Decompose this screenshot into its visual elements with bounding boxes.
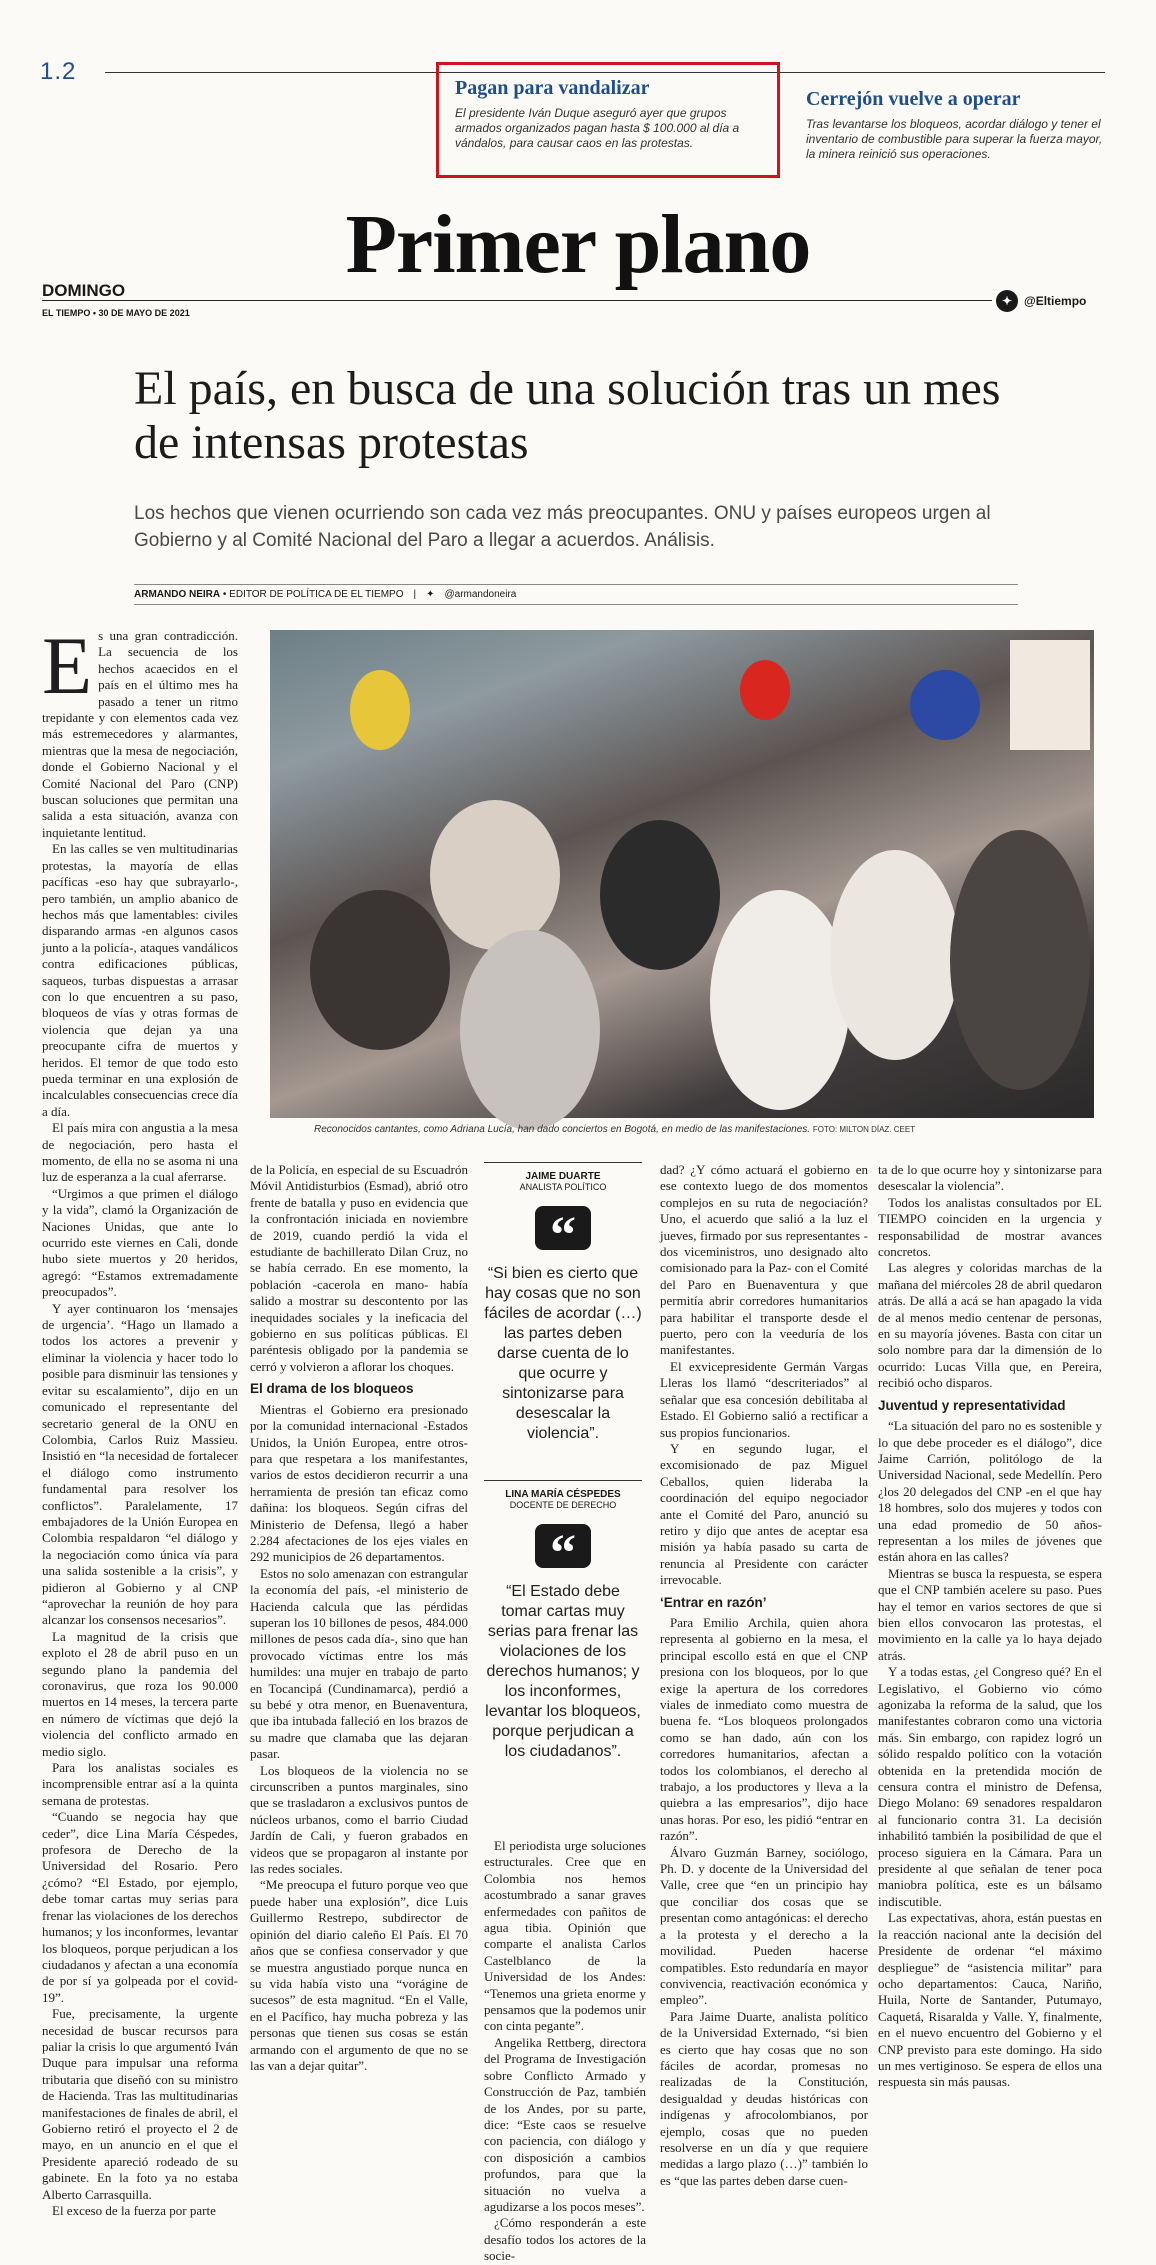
article-column-3 — [484, 1838, 646, 2264]
pull-quote-rule — [484, 1480, 642, 1481]
page-number: 1.2 — [40, 58, 77, 85]
teaser-vandalizar[interactable] — [436, 62, 780, 178]
twitter-link[interactable] — [996, 290, 1086, 312]
paragraph: El país mira con angustia a la mesa de negociación, pero hasta el momento, de ella no se asoma ni una luz de esperanza a la cual aferrarse. — [42, 1120, 238, 1185]
article-column-2 — [250, 1162, 468, 2220]
article-column-5 — [878, 1162, 1102, 2220]
paragraph: El periodista urge soluciones estructurales. Cree que en Colombia nos hemos acostumbrado a sanar graves enfermedades con pañitos de agua tibia. Opinión que comparte el analista Carlos Castelblanco de la Universidad de los Andes: “Tenemos una grieta enorme y pensamos que la podemos unir con cinta pegante”. — [484, 1838, 646, 2034]
dateline: EL TIEMPO • 30 DE MAYO DE 2021 — [42, 308, 190, 318]
paragraph: Las expectativas, ahora, están puestas en la reacción nacional ante la decisión del Presidente de ordenar “el máximo despliegue” de “asistencia militar” para ocho departamentos: Cauca, Nariño, Huila, Norte de Santander, Putumayo, Caquetá, Risaralda y Valle. Y, finalmente, en el nuevo encuentro del Gobierno y el CNP previsto para este domingo. Ha sido un mes vertiginoso. Se espera de ellos una respuesta sin más pausas. — [878, 1910, 1102, 2090]
teaser-title: Pagan para vandalizar — [455, 77, 650, 99]
paragraph: “Me preocupa el futuro porque veo que puede haber una explosión”, dice Luis Guillermo Restrepo, subdirector de opinión del diario caleño El País. El 70 años que se confiesa conservador y que se muestra angustiado porque nunca en su vida había visto una “vorágine de sucesos” de esta magnitud. “En el Valle, en el Pacífico, hay mucha pobreza y las personas que tienen sus cosas se están armando con el argumento de que no se las van a dejar quitar”. — [250, 1877, 468, 2073]
article-column-1 — [42, 620, 238, 2220]
paragraph: s una gran contradicción. La secuencia de los hechos acaecidos en el país en el último mes ha pasado a tener un ritmo trepidante y con elementos cada vez más estremecedores y alarmantes, mientras que la mesa de negociación, donde el Gobierno Nacional y el Comité Nacional del Paro (CNP) buscan soluciones que permitan una salida a esta situación, avanza con inquietante lentitud. — [42, 628, 238, 840]
paragraph: Angelika Rettberg, directora del Programa de Investigación sobre Conflicto Armado y Construcción de Paz, también de los Andes, por su parte, dice: “Este caos se resuelve con paciencia, con diálogo y con disposición a cambios profundos, para que la situación no vuelva a agudizarse a los pocos meses”. — [484, 2034, 646, 2214]
twitter-small-icon: ✦ — [426, 589, 435, 600]
twitter-icon: ✦ — [996, 290, 1018, 312]
pull-quote-text: “El Estado debe tomar cartas muy serias para frenar las violaciones de los derechos humanos; y los inconformes, levantar los bloqueos, porque perjudican a los ciudadanos”. — [485, 1583, 641, 1760]
teaser-title: Cerrejón vuelve a operar — [806, 88, 1021, 110]
paragraph: La magnitud de la crisis que exploto el 28 de abril puso en un segundo plano la pandemia del coronavirus, que roza los 90.000 muertos en 14 meses, la tercera parte en número de víctimas que dejó la violencia del conflicto armado en medio siglo. — [42, 1628, 238, 1759]
pull-quote-name: LINA MARÍA CÉSPEDES — [505, 1489, 621, 1500]
headline: El país, en busca de una solución tras un mes de intensas protestas — [134, 362, 1001, 469]
paragraph: El exvicepresidente Germán Vargas Lleras los llamó “descriteriados” al señalar que esa concesión debilitaba al Estado. El Gobierno salió a rectificar a sus propios funcionarios. — [660, 1358, 868, 1440]
protest-photo — [270, 630, 1094, 1118]
paragraph: Y a todas estas, ¿el Congreso qué? En el Legislativo, el Gobierno vio cómo agonizaba la reforma de la salud, que los manifestantes cobraron como una victoria más. Sin embargo, con rapidez logró un sólido respaldo político con la votación obtenida en la pretendida moción de censura contra el ministro de Defensa, Diego Molano: 69 senadores respaldaron al funcionario contra 31. La decisión inhabilitó también la posibilidad de que el proceso siguiera en la Cámara. Para un presidente al que señalan de tener poca maniobra política, este es un bálsamo indiscutible. — [878, 1664, 1102, 1909]
photo-caption — [314, 1124, 1094, 1135]
byline-role: • EDITOR DE POLÍTICA DE EL TIEMPO — [222, 589, 404, 600]
paragraph: ta de lo que ocurre hoy y sintonizarse para desescalar la violencia”. — [878, 1162, 1102, 1194]
paragraph: El exceso de la fuerza por parte — [52, 2203, 216, 2218]
paragraph: Álvaro Guzmán Barney, sociólogo, Ph. D. y docente de la Universidad del Valle, cree que “en un principio hay que conciliar dos cosas que se presentan como antagónicas: el derecho a la protesta y el derecho a la movilidad. Pueden hacerse compatibles. Esto redundaría en mayor convivencia, reactivación económica y empleo”. — [660, 1844, 868, 2008]
paragraph: Mientras se busca la respuesta, se espera que el CNP también acelere su paso. Pues hay el temor en varios sectores de que si bien ellos convocaron las protestas, el movimiento en la calle ya lo haya dejado atrás. — [878, 1565, 1102, 1663]
teaser-text: El presidente Iván Duque aseguró ayer que grupos armados organizados pagan hasta $ 100.000 al día a vándalos, para causar caos en las protestas. — [455, 106, 740, 150]
subhead: Los hechos que vienen ocurriendo son cada vez más preocupantes. ONU y países europeos urgen al Gobierno y al Comité Nacional del Paro a llegar a acuerdos. Análisis. — [134, 503, 991, 551]
paragraph: Las alegres y coloridas marchas de la mañana del miércoles 28 de abril quedaron atrás. De allá a acá se han apagado la vida de al menos medio centenar de personas, en su mayoría jóvenes. Basta con citar un solo nombre para dar la dimensión de lo ocurrido: Lucas Villa que, en Pereira, recibió ocho disparos. — [878, 1260, 1102, 1391]
pull-quote-name: JAIME DUARTE — [525, 1171, 601, 1182]
subheading: Juventud y representatividad — [878, 1397, 1066, 1413]
paragraph: Todos los analistas consultados por EL TIEMPO coinciden en la urgencia y responsabilidad de mostrar avances concretos. — [878, 1194, 1102, 1260]
section-title: Primer plano — [345, 198, 811, 291]
teaser-cerrejon[interactable] — [806, 88, 1106, 162]
paragraph: “Cuando se negocia hay que ceder”, dice Lina María Céspedes, profesora de Derecho de la Universidad del Rosario. Pero ¿cómo? “El Estado, por ejemplo, debe tomar cartas muy serias para frenar las violaciones de los derechos humanos; y los inconformes, levantar los bloqueos, porque perjudican a los ciudadanos y afectan a una economía de por sí ya golpeada por el covid-19”. — [42, 1809, 238, 2005]
pull-quote-role: ANALISTA POLÍTICO — [519, 1182, 607, 1192]
paragraph: “La situación del paro no es sostenible y lo que debe proceder es el diálogo”, dice Jaime Carrión, politólogo de la Universidad Nacional, sede Medellín. Pero ¿los 20 delegados del CNP -en el que hay 18 hombres, solo dos mujeres y todos con una edad promedio de 50 años- representan a los miles de jóvenes que están ahora en las calles? — [878, 1418, 1102, 1565]
header-rule — [42, 300, 992, 301]
paragraph: Para Jaime Duarte, analista político de la Universidad Externado, “si bien es cierto que hay cosas que no son fáciles de acordar, promesas no realizadas de la Constitución, desigualdad y deudas históricas con indígenas y afrocolombianos, por ejemplo, cosas que no pueden resolverse en un día y que requiere medidas a largo plazo (…)” también lo es “que las partes deben darse cuen- — [660, 2008, 868, 2188]
paragraph: Fue, precisamente, la urgente necesidad de buscar recursos para paliar la crisis lo que argumentó Iván Duque para impulsar una reforma tributaria que diseñó con su ministro de Hacienda. Tras las multitudinarias manifestaciones de finales de abril, el Gobierno retiró el proyecto el 2 de mayo, en un anuncio en el que el Presidente apareció rodeado de su gabinete. En la foto ya no estaba Alberto Carrasquilla. — [42, 2006, 238, 2202]
byline-author: ARMANDO NEIRA — [134, 589, 221, 600]
paragraph: Mientras el Gobierno era presionado por la comunidad internacional -Estados Unidos, la Unión Europea, entre otros- para que respetara a los manifestantes, varios de estos decidieron recurrir a una herramienta de presión tan eficaz como dañina: los bloqueos. Según cifras del Ministerio de Defensa, llegó a haber 2.284 afectaciones de los ejes viales en 292 municipios de 26 departamentos. — [250, 1401, 468, 1565]
byline-handle[interactable]: @armandoneira — [444, 589, 517, 600]
subheading: ‘Entrar en razón’ — [660, 1594, 767, 1610]
paragraph: Estos no solo amenazan con estrangular la economía del país, -el ministerio de Hacienda calcula que las pérdidas superan los 10 billones de pesos, 484.000 millones de pesos cada día-, sino que han provocado víctimas entre los más humildes: una mujer en trabajo de parto en Tocancipá (Cundinamarca), perdió a su bebé y otra menor, en Buenaventura, que iba intubada falleció en los brazos de su madre que clamaba que las dejaran pasar. — [250, 1565, 468, 1762]
byline-divider: | — [413, 589, 417, 600]
pull-quote-role: DOCENTE DE DERECHO — [509, 1500, 617, 1510]
subheading: El drama de los bloqueos — [250, 1381, 414, 1397]
paragraph: de la Policía, en especial de su Escuadrón Móvil Antidisturbios (Esmad), abrió otro frente de batalla y puso en evidencia que la confrontación iniciada en noviembre de 2019, cuando perdió la vida el estudiante de bachillerato Dilan Cruz, no se había cerrado. En ese momento, la población -cacerola en mano- había salido a mostrar su descontento por las inequidades sociales y la ineficacia del gobierno en sus políticas públicas. El paréntesis obligado por la pandemia se cerró y volvieron a aflorar los choques. — [250, 1162, 468, 1374]
paragraph: En las calles se ven multitudinarias protestas, la mayoría de ellas pacíficas -eso hay que subrayarlo-, pero también, un amplio abanico de hechos más que lamentables: civiles disparando armas -en algunos casos junto a la policía-, ataques vandálicos contra edificaciones públicas, saqueos, turbas dispuestas a arrasar con lo que encuentren a su paso, bloqueos de vías y otras formas de violencia que dejan ya una preocupante cifra de muertos y heridos. El temor de que todo esto pueda terminar en una explosión de incalculables consecuencias crece día a día. — [42, 841, 238, 1119]
paragraph: Para Emilio Archila, quien ahora representa al gobierno en la mesa, el principal escollo está en que el CNP presiona con los bloqueos, por lo que exige la apertura de los corredores viales de inmediato como muestra de buena fe. “Los bloqueos prolongados como se han dado, aún con los corredores humanitarios, afectan a todos los colombianos, el derecho al trabajo, a los productores y lleva a la quiebra a las empresarios”, dijo hace unas horas. Por eso, les pidió “entrar en razón”. — [660, 1614, 868, 1844]
pull-quote-text: “Si bien es cierto que hay cosas que no son fáciles de acordar (…) las partes deben darse cuenta de lo que ocurre y sintonizarse para desescalar la violencia”. — [484, 1265, 642, 1442]
paragraph: Y en segundo lugar, el excomisionado de paz Miguel Ceballos, quien lideraba la coordinación del equipo negociador ante el Comité del Paro, anunció su retiro y dijo que antes de aceptar esa misión ya había pasado su carta de renuncia al Presidente con carácter irrevocable. — [660, 1440, 868, 1588]
byline — [134, 584, 1018, 605]
paragraph: Los bloqueos de la violencia no se circunscriben a puntos marginales, sino que se trasladaron a exclusivos puntos de núcleos urbanos, como el barrio Ciudad Jardín de Cali, y fueron grabados en videos que se propagaron al instante por las redes sociales. — [250, 1762, 468, 1877]
pull-quote-rule — [484, 1162, 642, 1163]
drop-cap: E — [42, 620, 93, 711]
article-column-4 — [660, 1162, 868, 2220]
photo-credit: FOTO: MILTON DÍAZ. CEET — [812, 1125, 916, 1134]
pull-quote-cespedes — [484, 1480, 642, 1762]
caption-text: Reconocidos cantantes, como Adriana Lucía, han dado conciertos en Bogotá, en medio de las manifestaciones. — [314, 1124, 811, 1135]
day-label: DOMINGO — [42, 281, 126, 300]
quote-icon: “ — [535, 1524, 591, 1568]
paragraph: dad? ¿Y cómo actuará el gobierno en ese contexto luego de dos momentos complejos en su ruta de negociación? Uno, el acuerdo que salió a la luz el jueves, firmado por sus representantes -dos viceministros, uno designado alto comisionado para la Paz- con el Comité del Paro en Buenaventura y que permitía abrir corredores humanitarios para habilitar el transporte desde el puerto, pero con la veeduría de los manifestantes. — [660, 1162, 868, 1358]
paragraph: Y ayer continuaron los ‘mensajes de urgencia’. “Hago un llamado a todos los actores a prevenir y eliminar la violencia y hacer todo lo posible para disminuir las tensiones y evitar su escalamiento”, dijo en un comunicado el representante del secretario general de la ONU en Colombia, Carlos Ruiz Massieu. Insistió en “la necesidad de fortalecer el diálogo como instrumento fundamental para resolver los conflictos”. Paralelamente, 17 embajadores de la Unión Europea en Colombia respaldaron “el diálogo y la negociación como única vía para una salida sostenible a la crisis”, y pidieron al Gobierno y al CNP “aprovechar la reunión de hoy para alcanzar los consensos necesarios”. — [42, 1300, 238, 1628]
paragraph: ¿Cómo responderán a este desafío todos los actores de la socie- — [484, 2215, 646, 2264]
teaser-text: Tras levantarse los bloqueos, acordar diálogo y tener el inventario de combustible para superar la fuerza mayor, la minera reinició sus operaciones. — [806, 117, 1103, 161]
quote-icon: “ — [535, 1206, 591, 1250]
paragraph: Para los analistas sociales es incomprensible entrar así a la quinta semana de protestas. — [42, 1760, 238, 1808]
pull-quote-duarte — [484, 1162, 642, 1444]
twitter-handle: @Eltiempo — [1024, 294, 1087, 308]
paragraph: “Urgimos a que primen el diálogo y la vida”, clamó la Organización de Naciones Unidas, que ante lo ocurrido este viernes en Cali, donde hubo siete muertos y 20 heridos, agregó: “Estamos extremadamente preocupados”. — [42, 1185, 238, 1300]
